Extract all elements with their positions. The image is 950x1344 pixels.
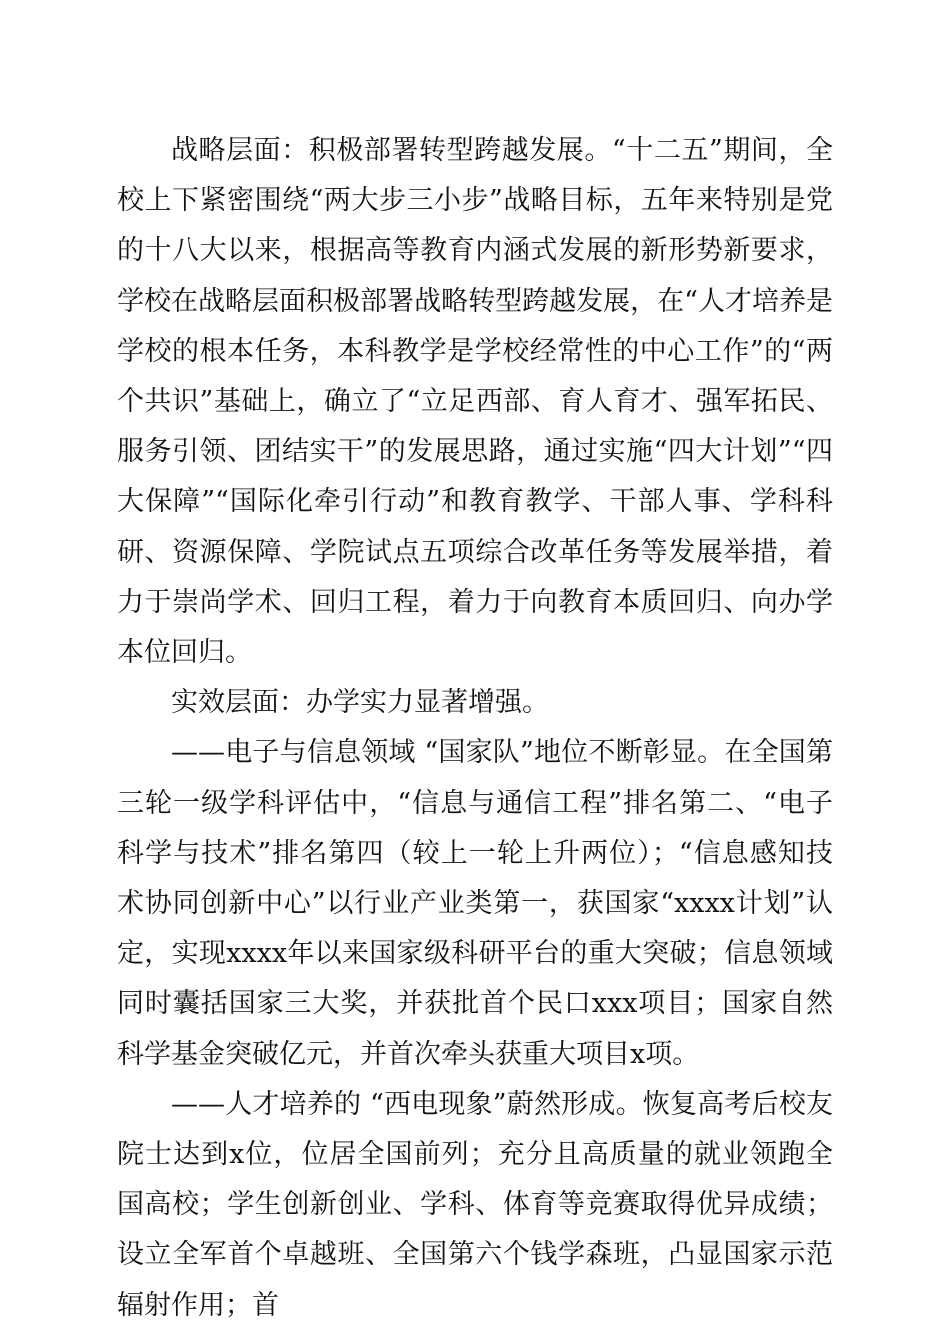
paragraph-electronics: ——电子与信息领域 “国家队”地位不断彰显。在全国第三轮一级学科评估中，“信息与通信工程”排名第二、“电子科学与技术”排名第四（较上一轮上升两位）；“信息感知技术协同创新中心”以行业产业类第一，获国家“xxxx计划”认定，实现xxxx年以来国家级科研平台的重大突破；信息领域同时囊括国家三大奖，并获批首个民口xxx项目；国家自然科学基金突破亿元，并首次牵头获重大项目x项。: [117, 737, 833, 1070]
paragraph-strategy: 战略层面：积极部署转型跨越发展。“十二五”期间，全校上下紧密围绕“两大步三小步”战略目标，五年来特别是党的十八大以来，根据高等教育内涵式发展的新形势新要求，学校在战略层面积极部署战略转型跨越发展，在“人才培养是学校的根本任务，本科教学是学校经常性的中心工作”的“两个共识”基础上，确立了“立足西部、育人育才、强军拓民、服务引领、团结实干”的发展思路，通过实施“四大计划”“四大保障”“国际化牵引行动”和教育教学、干部人事、学科科研、资源保障、学院试点五项综合改革任务等发展举措，着力于崇尚学术、回归工程，着力于向教育本质回归、向办学本位回归。: [117, 135, 833, 669]
paragraph-effectiveness: 实效层面：办学实力显著增强。: [171, 687, 549, 719]
paragraph-talent: ——人才培养的 “西电现象”蔚然形成。恢复高考后校友院士达到x位，位居全国前列；充分且高质量的就业领跑全国高校；学生创新创业、学科、体育等竞赛取得优异成绩；设立全军首个卓越班、全国第六个钱学森班，凸显国家示范辐射作用；首: [117, 1088, 833, 1321]
document-body: [117, 126, 833, 1331]
